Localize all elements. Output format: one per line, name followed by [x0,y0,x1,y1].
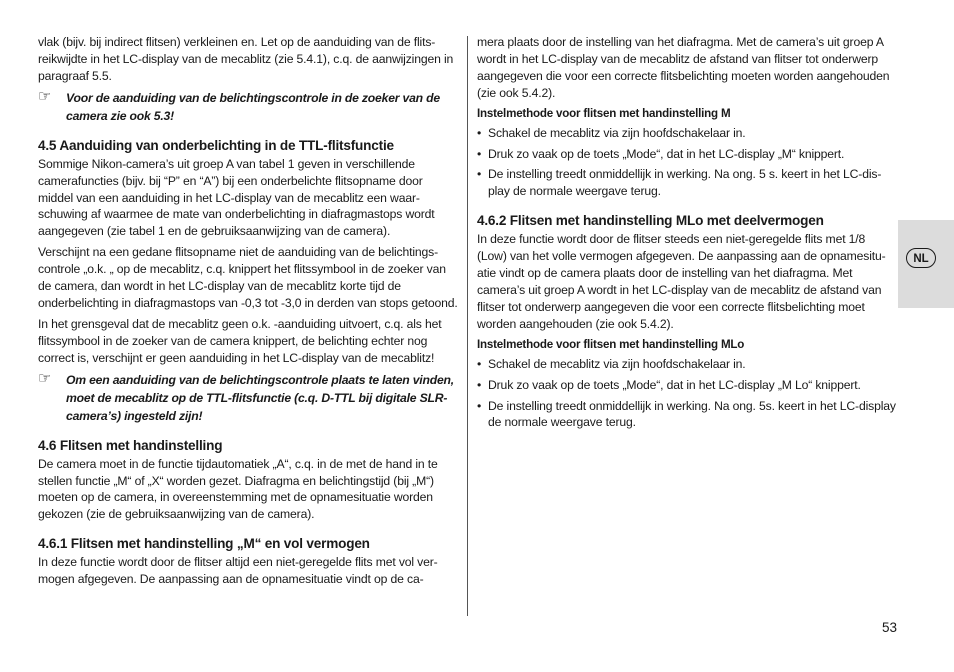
list-item: • Druk zo vaak op de toets „Mode“, dat in het LC-display „M Lo“ knippert. [477,377,897,394]
section-heading-4-6-2: 4.6.2 Flitsen met handinstelling MLo met deelvermogen [477,213,824,229]
pointing-hand-icon: ☞ [38,369,52,387]
left-column [38,34,458,592]
paragraph: Sommige Nikon-camera’s uit groep A van tabel 1 geven in verschillende camerafuncties (bijv. bij “P” en “A”) bij een onderbelichte flitsopname door middel van een aanduiding in het LC-display van de mecablitz een waarschuwing af waarmee de mate van onderbelichting in diafragmastops wordt aangegeven (zie tabel 1 en de gebruiksaanwijzing van de camera). [38,156,435,239]
right-column [477,34,897,435]
language-badge: NL [906,248,936,268]
paragraph: Verschijnt na een gedane flitsopname niet de aanduiding van de belichtingscontrole „o.k. „ op de mecablitz, c.q. knippert het flitssymbool in de zoeker van de camera, dan wordt in het LC-display van de mecablitz korte tijd de onderbelichting in diafragmastops van -0,3 tot -3,0 in derden van stops getoond. [38,245,458,310]
note-text: Voor de aanduiding van de belichtingscontrole in de zoeker van de camera zie ook 5.3! [66,90,440,123]
list-item: • De instelling treedt onmiddellijk in werking. Na ong. 5 s. keert in het LC-display de normale weergave terug. [477,166,897,200]
steps-list-mlo [477,356,897,432]
list-item: • Schakel de mecablitz via zijn hoofdschakelaar in. [477,356,897,373]
paragraph: In deze functie wordt door de flitser steeds een niet-geregelde flits met 1/8 (Low) van het volle vermogen afgegeven. De aanpassing aan de opnamesituatie vindt op de camera plaats door de instelling van het diafragma. Met camera’s uit groep A wordt in het LC-display van de mecablitz de afstand van flitser tot onderwerp aangegeven die voor een correcte flitsbelichting moet worden aangehouden (zie ook 5.4.2). [477,232,886,331]
steps-list-m [477,125,897,201]
list-item: • Schakel de mecablitz via zijn hoofdschakelaar in. [477,125,897,142]
column-divider [467,36,468,616]
paragraph: De camera moet in de functie tijdautomatiek „A“, c.q. in de met de hand in te stellen functie „M“ of „X“ worden gezet. Diafragma en belichtingstijd (bij „M“) moeten op de camera, in overeenstemming met de opnamesituatie worden gekozen (zie de gebruiksaanwijzing van de camera). [38,456,438,522]
section-heading-4-6-1: 4.6.1 Flitsen met handinstelling „M“ en vol vermogen [38,536,370,552]
note-ttl [38,371,458,425]
intro-paragraph: vlak (bijv. bij indirect flitsen) verkleinen en. Let op de aanduiding van de flitsreikwijdte in het LC-display van de mecablitz (zie 5.4.1), c.q. de aanwijzingen in paragraaf 5.5. [38,35,454,83]
paragraph: In deze functie wordt door de flitser altijd een niet-geregelde flits met vol vermogen afgegeven. De aanpassing aan de opnamesituatie vindt op de ca- [38,555,438,587]
section-heading-4-6: 4.6 Flitsen met handinstelling [38,437,223,453]
page-number: 53 [882,620,898,635]
section-heading-4-5: 4.5 Aanduiding van onderbelichting in de TTL-flitsfunctie [38,137,394,153]
pointing-hand-icon: ☞ [38,87,52,105]
subheading-method-m: Instelmethode voor flitsen met handinstelling M [477,106,731,120]
paragraph: In het grensgeval dat de mecablitz geen o.k. -aanduiding uitvoert, c.q. als het flitssymbool in de zoeker van de camera knippert, de belichting echter nog correct is, verschijnt er geen aanduiding in het LC-display van de mecablitz! [38,316,442,365]
paragraph: mera plaats door de instelling van het diafragma. Met de camera’s uit groep A wordt in het LC-display van de mecablitz de afstand van flitser tot onderwerp aangegeven die voor een correcte flitsbelichting moeten worden aangehouden (zie ook 5.4.2). [477,35,890,100]
note-text: Om een aanduiding van de belichtingscontrole plaats te laten vinden, moet de mecablitz op de TTL-flitsfunctie (c.q. D-TTL bij digitale SLR-camera’s) ingesteld zijn! [66,372,454,423]
note-viewfinder [38,89,458,125]
list-item: • De instelling treedt onmiddellijk in werking. Na ong. 5s. keert in het LC-display de normale weergave terug. [477,398,897,432]
list-item: • Druk zo vaak op de toets „Mode“, dat in het LC-display „M“ knippert. [477,146,897,163]
subheading-method-mlo: Instelmethode voor flitsen met handinstelling MLo [477,337,745,351]
